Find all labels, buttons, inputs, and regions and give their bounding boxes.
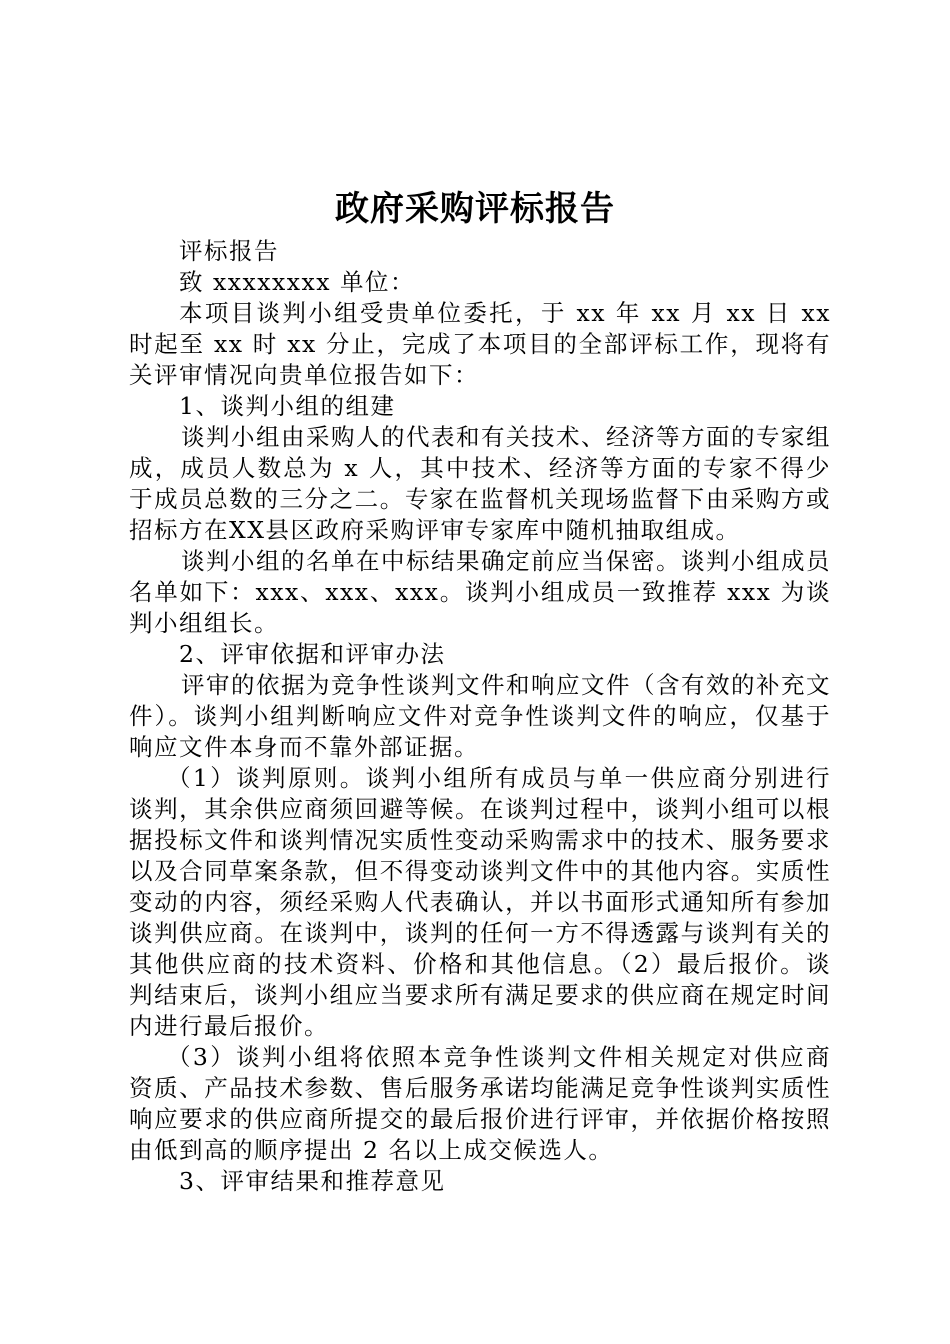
paragraph-panel-composition: 谈判小组由采购人的代表和有关技术、经济等方面的专家组成，成员人数总为 x 人，其中技术、经济等方面的专家不得少于成员总数的三分之二。专家在监督机关现场监督下由采购方或招标方在XX县区政府采购评审专家库中随机抽取组成。 — [129, 423, 831, 544]
heading-section-3: 3、评审结果和推荐意见 — [179, 1167, 446, 1195]
heading-section-2: 2、评审依据和评审办法 — [179, 640, 446, 668]
paragraph-report-label: 评标报告 — [179, 237, 279, 265]
paragraph-addressee: 致 xxxxxxxx 单位： — [179, 268, 415, 296]
paragraph-panel-members: 谈判小组的名单在中标结果确定前应当保密。谈判小组成员名单如下：xxx、xxx、xxx。谈判小组成员一致推荐 xxx 为谈判小组组长。 — [129, 547, 831, 637]
document-title: 政府采购评标报告 — [335, 189, 615, 229]
document-body — [129, 236, 831, 1197]
paragraph-evaluation-method: （3）谈判小组将依照本竞争性谈判文件相关规定对供应商资质、产品技术参数、售后服务承诺均能满足竞争性谈判实质性响应要求的供应商所提交的最后报价进行评审，并依据价格按照由低到高的顺序提出 2 名以上成交候选人。 — [129, 1043, 831, 1164]
paragraph-intro: 本项目谈判小组受贵单位委托，于 xx 年 xx 月 xx 日 xx 时起至 xx 时 xx 分止，完成了本项目的全部评标工作，现将有关评审情况向贵单位报告如下： — [129, 299, 831, 389]
paragraph-negotiation-principles: （1）谈判原则。谈判小组所有成员与单一供应商分别进行谈判，其余供应商须回避等候。在谈判过程中，谈判小组可以根据投标文件和谈判情况实质性变动采购需求中的技术、服务要求以及合同草案条款，但不得变动谈判文件中的其他内容。实质性变动的内容，须经采购人代表确认，并以书面形式通知所有参加谈判供应商。在谈判中，谈判的任何一方不得透露与谈判有关的其他供应商的技术资料、价格和其他信息。（2）最后报价。谈判结束后，谈判小组应当要求所有满足要求的供应商在规定时间内进行最后报价。 — [129, 764, 831, 1040]
heading-section-1: 1、谈判小组的组建 — [179, 392, 396, 420]
paragraph-evaluation-basis: 评审的依据为竞争性谈判文件和响应文件（含有效的补充文件）。谈判小组判断响应文件对竞争性谈判文件的响应，仅基于响应文件本身而不靠外部证据。 — [129, 671, 831, 761]
